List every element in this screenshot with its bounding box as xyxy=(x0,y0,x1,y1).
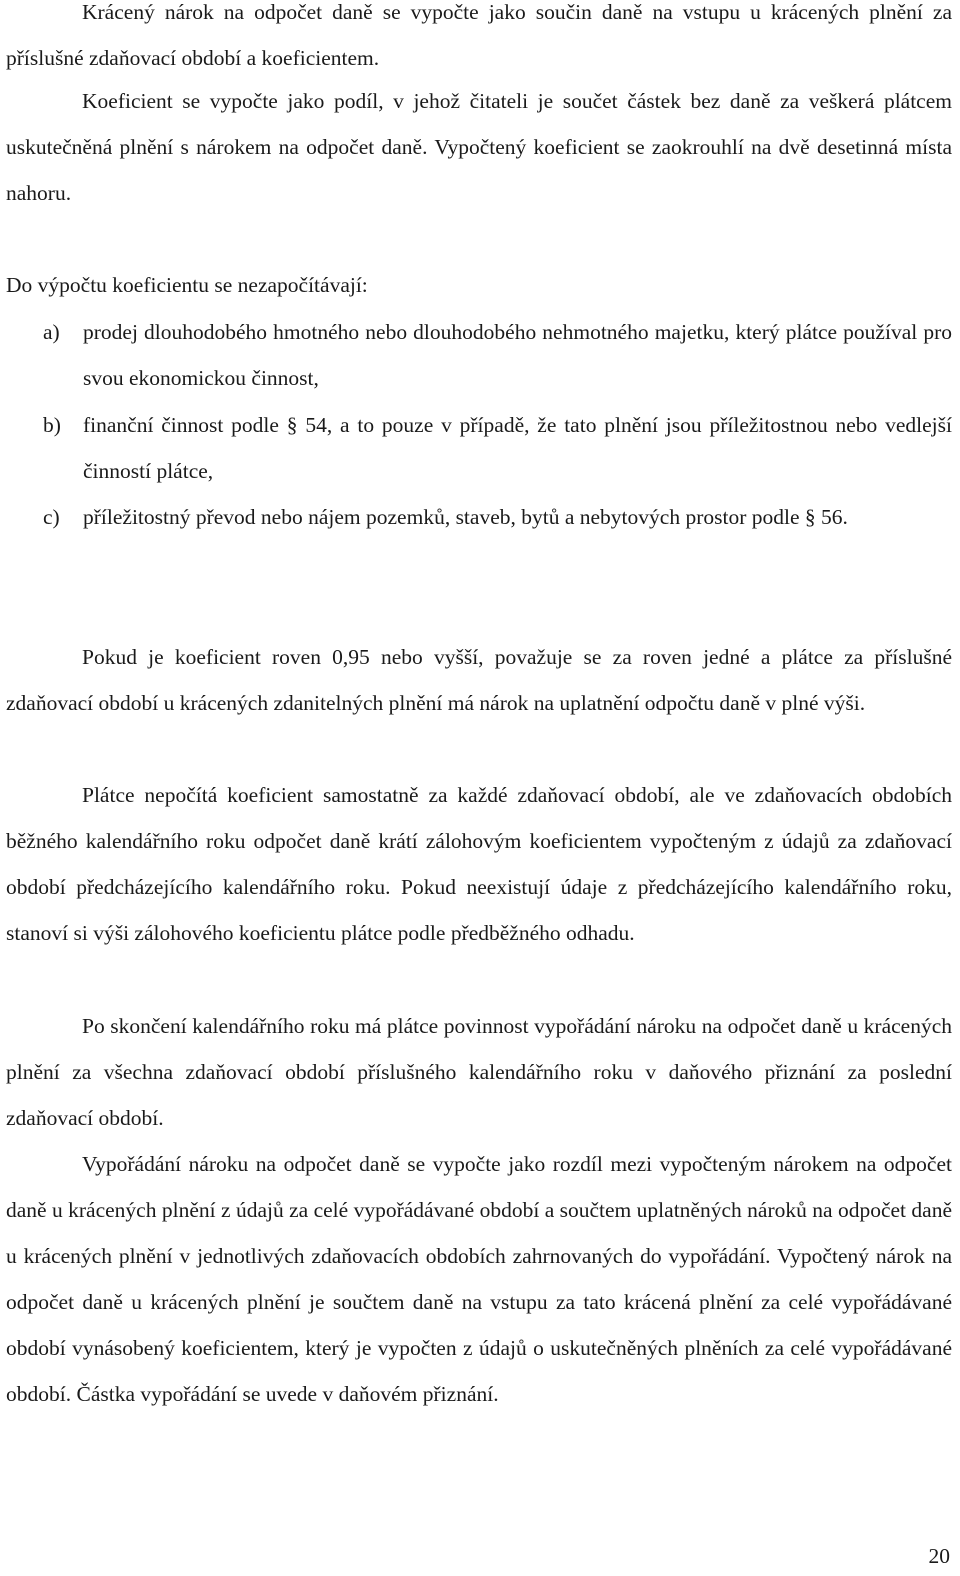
paragraph-reduced-claim: Krácený nárok na odpočet daně se vypočte jako součin daně na vstupu u krácených plnění za příslušné zdaňovací období a koeficientem. xyxy=(6,0,952,70)
list-item-c xyxy=(43,494,952,540)
list-text-a: prodej dlouhodobého hmotného nebo dlouhodobého nehmotného majetku, který plátce používal pro svou ekonomickou činnost, xyxy=(83,320,952,390)
list-item-a xyxy=(43,309,952,401)
list-marker-b: b) xyxy=(43,413,61,437)
list-text-b: finanční činnost podle § 54, a to pouze v případě, že tato plnění jsou příležitostnou nebo vedlejší činností plátce, xyxy=(83,413,952,483)
paragraph-coefficient-threshold: Pokud je koeficient roven 0,95 nebo vyšší, považuje se za roven jedné a plátce za příslušné zdaňovací období u krácených zdanitelných plnění má nárok na uplatnění odpočtu daně v plné výši. xyxy=(6,645,952,715)
paragraph-settlement-calculation: Vypořádání nároku na odpočet daně se vypočte jako rozdíl mezi vypočteným nárokem na odpočet daně u krácených plnění z údajů za celé vypořádávané období a součtem uplatněných nároků na odpočet daně u krácených plnění v jednotlivých zdaňovacích obdobích zahrnovaných do vypořádání. Vypočtený nárok na odpočet daně u krácených plnění je součtem daně na vstupu za tato krácená plnění za celé vypořádávané období vynásobený koeficientem, který je vypočten z údajů o uskutečněných plněních za celé vypořádávané období. Částka vypořádání se uvede v daňovém přiznání. xyxy=(6,1152,952,1406)
list-marker-c: c) xyxy=(43,505,60,529)
list-text-c: příležitostný převod nebo nájem pozemků, staveb, bytů a nebytových prostor podle § 56. xyxy=(83,505,848,529)
paragraph-advance-coefficient: Plátce nepočítá koeficient samostatně za každé zdaňovací období, ale ve zdaňovacích obdobích běžného kalendářního roku odpočet daně krátí zálohovým koeficientem vypočteným z údajů za zdaňovací období předcházejícího kalendářního roku. Pokud neexistují údaje z předcházejícího kalendářního roku, stanoví si výši zálohového koeficientu plátce podle předběžného odhadu. xyxy=(6,783,952,945)
page-number: 20 xyxy=(928,1544,950,1568)
list-marker-a: a) xyxy=(43,320,60,344)
list-item-b xyxy=(43,402,952,494)
paragraph-excluded-intro: Do výpočtu koeficientu se nezapočítávají: xyxy=(6,273,368,297)
paragraph-annual-settlement: Po skončení kalendářního roku má plátce povinnost vypořádání nároku na odpočet daně u krácených plnění za všechna zdaňovací období příslušného kalendářního roku v daňového přiznání za poslední zdaňovací období. xyxy=(6,1014,952,1130)
paragraph-coefficient-calculation: Koeficient se vypočte jako podíl, v jehož čitateli je součet částek bez daně za veškerá plátcem uskutečněná plnění s nárokem na odpočet daně. Vypočtený koeficient se zaokrouhlí na dvě desetinná místa nahoru. xyxy=(6,89,952,205)
